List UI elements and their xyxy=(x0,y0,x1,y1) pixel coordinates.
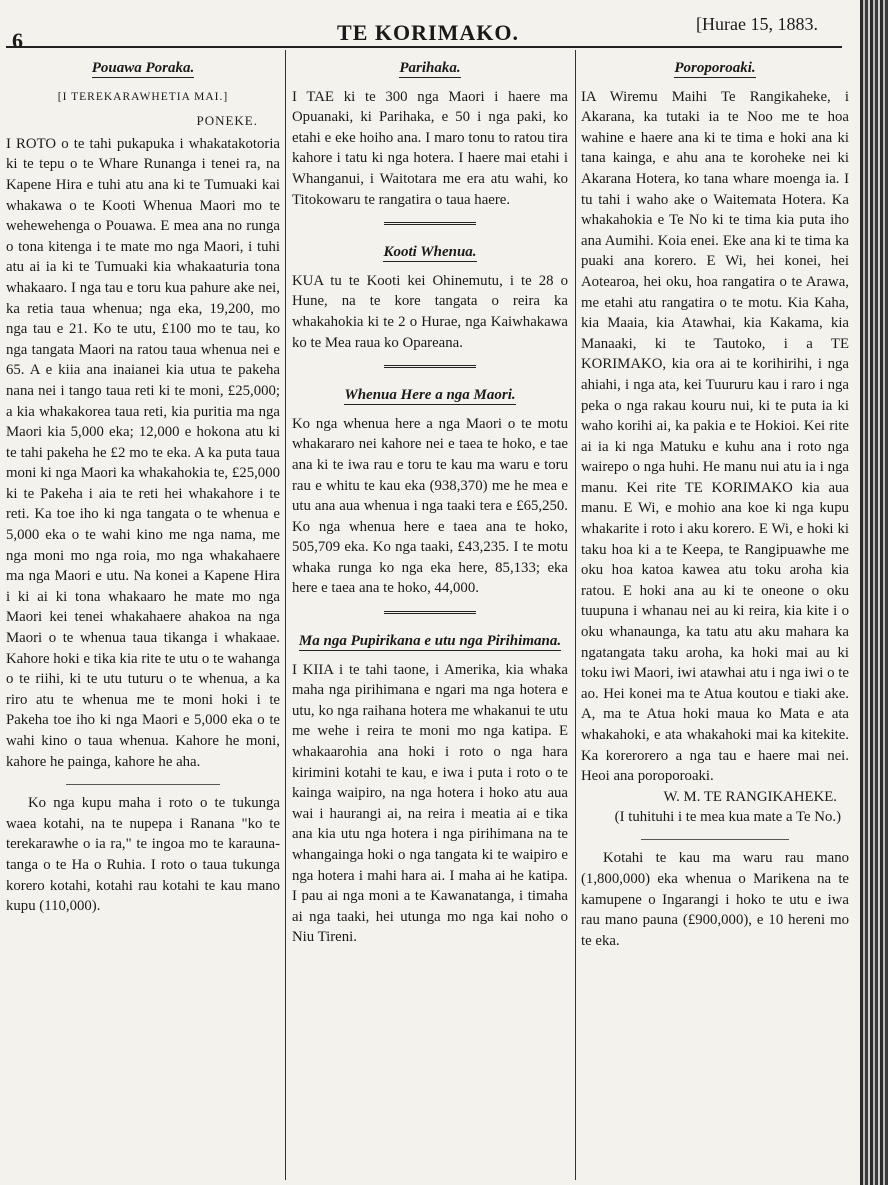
article-dateline: PONEKE. xyxy=(196,113,258,129)
heading-text: Poroporoaki. xyxy=(674,60,756,76)
article-kicker: [I TEREKARAWHETIA MAI.] xyxy=(57,90,229,103)
article-body: I TAE ki te 300 nga Maori i haere ma Opuanaki, ki Parihaka, e 50 i nga paki, ko etahi e eke hoiho ana. I maro tonu to ratou tira kahore i tatu ki nga hotera. I haere mai etahi i Whanganui, i Waitotara me era atu wahi, ko Titokowaru te rangatira o taua haere. xyxy=(292,88,568,208)
column-divider xyxy=(285,50,286,1180)
heading-text: Kooti Whenua. xyxy=(383,244,477,261)
masthead xyxy=(0,0,856,53)
article-heading xyxy=(292,631,568,652)
heading-text: Whenua Here a nga Maori. xyxy=(344,387,516,404)
article-body: Ko nga whenua here a nga Maori o te motu whakararo nei kahore nei e taea te hoko, e tae ana ki te iwa rau e toru te kau ma waru e toru rau e whitu te kau eka (938,370) me he mea e utu ana aua whenua i nga taaki tera e £65,250. Ko nga whenua here e taea ana te hoko, 505,709 eka. Ko nga taaki, £43,235. I te motu whaka runga ko nga eka here, 85,133; eka here e taea ana te hoko, 44,000. xyxy=(292,415,568,597)
column-3 xyxy=(581,50,849,951)
signature: W. M. TE RANGIKAHEKE. xyxy=(663,788,837,805)
article-body: I KIIA i te tahi taone, i Amerika, kia whaka maha nga pirihimana e ngari ma nga hotera e utu, ko nga raihana hotera me whakanui te utu me wehe i reira te moni mo nga katipa. E whakaarohia ana hoki i roto o nga hara kirimini kotahi te kau, e iwa i puta i roto o te kainga waipiro, na nga hotera i hoko atu aua wai i haurangi ai, na reira i meatia ai e tika ana kia utu nga hotera i nga pirihimana na te whangainga hoki o nga tangata ki te waipiro e nga hotera i mahi hara ai. I maha ai he katipa. I pau ai nga moni a te Kawanatanga, i timaha ai nga taaki, hei utunga mo nga kai noho o Niu Tireni. xyxy=(292,661,568,946)
header-rule xyxy=(6,46,842,48)
article-heading xyxy=(292,58,568,79)
heading-text: Pouawa Poraka. xyxy=(91,60,195,76)
article-body: IA Wiremu Maihi Te Rangikaheke, i Akarana, ka tutaki ia te Noo me te hoa wahine e haere ana ki te tima e hoki ana ki tana kainga, e ahu ana te koroheke nei ki Akarana Hotera, ko tana whare moenga ia. I tu tahi i waho ake o Waitemata Hotera. Ka whakahokia e Te No ki te tima kia puta iho ana Aumihi. Koia enei. Eke ana ki te tima ka puaki ana korero. E Wi, hei konei, hei Aotearoa, hei oku, hoa rangatira o te Arawa, me etahi atu rangatira o te motu. Kia Kaha, kia Maaia, kia Atawhai, kia Kakama, kia Manaaki, ki te Tautoko, i a TE KORIMAKO, kia ora ai te korihirihi, i nga ahiahi, i nga ata, kei Tuururu kau i raro i nga peka o nga rakau kouru nui, ki te puta ia ki waho korihi ai, ka pakia e te Hokioi. Kei rite ai ia ki nga Matuku e kuhu ana i roto nga wairepo o nga huhi. He manu nui atu ia i nga manu. Kei rite TE KORIMAKO kia aua manu. E Wi, e mohio ana koe ki nga kupu whakarite i roto i aku korero. E Wi, e hoki ki taku hoa ki a te Keepa, te Rangipuawhe me oku hoa katoa kawea atu toku aroha kia ratou. E hoki ana au ki te oneone o oku tuupuna i whanau nei au ki reira, kia kite i o oku whanaunga, ka tatu atu aku mahara ka ngatangata taku aroha, ka hoki mai au ki toku iwi Maori, iwi atawhai atu i nga iwi o te ao. Hei konei ma te Atua koutou e tiaki ake. A, ma te Atua hoki maua ko Mata e ata whakahoki, e ata whakahoki mai ka kitekite. Ka korerorero a nga tau e haere mai nei. Heoi ana poroporoaki. xyxy=(581,88,849,785)
article-separator xyxy=(384,611,476,623)
article-body: KUA tu te Kooti kei Ohinemutu, i te 28 o Hune, na te kore tangata o reira ka whakahokia ki te 2 o Hurae, nga Kaiwhakawa ko te Mea raua ko Opareana. xyxy=(292,272,568,351)
heading-text: Ma nga Pupirikana e utu nga Pirihimana. xyxy=(298,633,562,650)
article-body: Ko nga kupu maha i roto o te tukunga waea kotahi, na te nupepa i Ranana "ko te terekarawhe o ia ra," te ingoa mo te karauna-tanga o te Ha o Ruhia. I roto o taua tukunga korero kotahi, kotahi rau kotahi te kau mano kupu (110,000). xyxy=(6,795,280,915)
page-number: 6 xyxy=(12,28,23,53)
column-divider xyxy=(575,50,576,1180)
article-note: (I tuhituhi i te mea kua mate a Te No.) xyxy=(614,809,841,826)
article-heading xyxy=(581,58,849,79)
issue-date: [Hurae 15, 1883. xyxy=(696,14,818,34)
newspaper-title: TE KORIMAKO. xyxy=(337,20,519,45)
article-heading xyxy=(292,242,568,263)
article-heading xyxy=(6,58,280,79)
article-body: Kotahi te kau ma waru rau mano (1,800,000) eka whenua o Marikena na te kamupene o Ingarangi i hoko te utu e iwa rau mano pauna (£900,000), e 10 hereni mo te eka. xyxy=(581,850,849,949)
article-heading xyxy=(292,385,568,406)
article-separator xyxy=(66,784,220,785)
article-separator xyxy=(641,839,789,840)
column-2 xyxy=(292,50,568,948)
heading-text: Parihaka. xyxy=(399,60,461,76)
column-1 xyxy=(6,50,280,917)
article-body: I ROTO o te tahi pukapuka i whakatakotoria ki te tepu o te Whare Runanga i tenei ra, na Kapene Hira e tuhi atu ana ki te Tumuaki kai whakawa o te Kooti Whenua Maori mo te wehewehenga o Pouawa. E mea ana no runga o tona kitenga i te mate mo nga Maori, i tuhi atu ai ia ki te Tumuaki kia whakaaturia tona whakaaro. I nga tau e toru kua pahure ake nei, ka retia taua whenua; nga eka, 19,200, mo nga tau e 21. Ko te utu, £100 mo te tau, ko nga tangata Maori na ratou taua whenua nei e 65. A e kiia ana inaianei kia utua te pakeha nana nei i tango taua reti ki te moni, £25,000; a kia whakakorea taua reti, kia puritia ma nga Maori kia 5,000 eka; 12,000 e hokona atu ki te tahi pakeha he £2 mo te eka. A ka puta taua moni ki nga Maori ka whakahokia te, £25,000 ki te Pakeha i aia te reti hei whakahore i te reti. Ka toe iho ki nga tangata o te whenua e 5,000 eka o te wahi kino me nga nama, me nga moni mo nga roia, mo nga whakahaere ma nga Maori e utu. Na konei a Kapene Hira i ki ai ki tona whakaaro he mate mo nga Maori kei tenei whakahaere ahakoa na nga Maori o te whenua taua tikanga i whakaae. Kahore hoki e tika kia rite te utu o te wahanga o te riihi, ki te utu tuturu o te whenua, a ka riro atu te whenua me te moni hoki i te Pakeha toe iho ki nga Maori e 5,000 eka o te wahi kino o taua whenua. Kahore he moni, kahore he painga, kahore he aha. xyxy=(6,135,280,770)
page-binding-edge xyxy=(860,0,888,1185)
article-separator xyxy=(384,222,476,234)
article-separator xyxy=(384,365,476,377)
